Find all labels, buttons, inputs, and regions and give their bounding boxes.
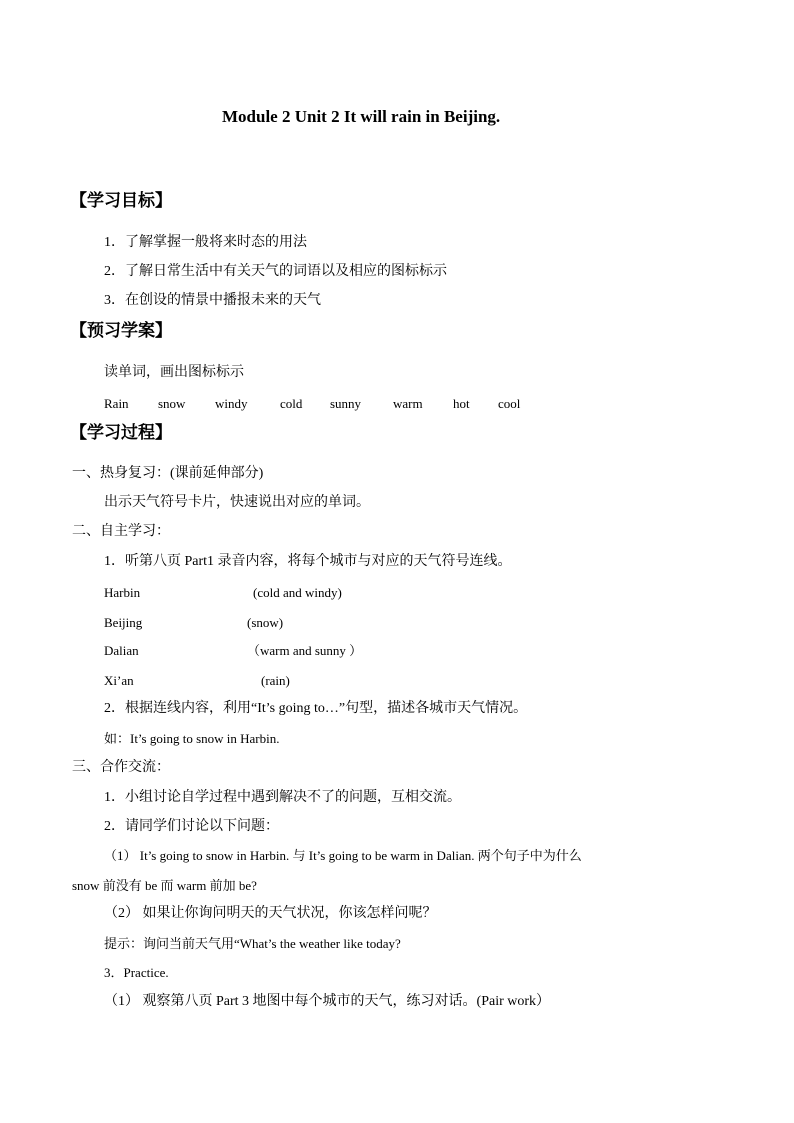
section-heading-goals: 【学习目标】 [70,191,172,210]
part3-item1: 1．小组讨论自学过程中遇到解决不了的问题，互相交流。 [104,790,461,805]
part1-text: 出示天气符号卡片，快速说出对应的单词。 [104,495,370,510]
part2-heading: 二、自主学习： [72,524,170,539]
part2-item2: 2．根据连线内容，利用“It’s going to…”句型，描述各城市天气情况。 [104,701,528,716]
word: cool [498,396,521,411]
hint-text: 提示：询问当前天气用“What’s the weather like today? [104,936,401,951]
question-2: （2） 如果让你询问明天的天气状况，你该怎样问呢？ [104,906,437,921]
word: windy [215,396,248,411]
word: cold [280,396,303,411]
page-title: Module 2 Unit 2 It will rain in Beijing. [222,107,501,126]
part1-heading: 一、热身复习：(课前延伸部分) [72,466,264,481]
goal-item: 1．了解掌握一般将来时态的用法 [104,235,307,250]
city-name: Beijing [104,615,143,630]
city-weather: (rain) [261,673,290,688]
word: snow [158,396,186,411]
city-weather: （warm and sunny ） [247,643,363,658]
question-1-line2: snow 前没有 be 而 warm 前加 be? [72,878,257,893]
preview-instruction: 读单词，画出图标标示 [104,365,244,380]
city-name: Dalian [104,643,139,658]
goal-item: 2．了解日常生活中有关天气的词语以及相应的图标标示 [104,264,447,279]
word: Rain [104,396,129,411]
part3-item2: 2．请同学们讨论以下问题： [104,819,279,834]
part3-heading: 三、合作交流： [72,760,170,775]
part2-example: 如：It’s going to snow in Harbin. [104,731,280,746]
word: hot [453,396,470,411]
preview-word-list [0,396,794,414]
practice-1: （1） 观察第八页 Part 3 地图中每个城市的天气，练习对话。(Pair work） [104,994,551,1009]
question-1-line1: （1） It’s going to snow in Harbin. 与 It’s going to be warm in Dalian. 两个句子中为什么 [104,848,582,863]
section-heading-process: 【学习过程】 [70,423,172,442]
city-name: Harbin [104,585,141,600]
section-heading-preview: 【预习学案】 [70,321,172,340]
city-weather: (snow) [247,615,284,630]
word: warm [393,396,423,411]
part2-item1: 1．听第八页 Part1 录音内容，将每个城市与对应的天气符号连线。 [104,554,512,569]
part3-item3: 3．Practice. [104,965,169,980]
city-name: Xi’an [104,673,134,688]
city-weather: (cold and windy) [253,585,342,600]
goal-item: 3．在创设的情景中播报未来的天气 [104,293,321,308]
word: sunny [330,396,362,411]
